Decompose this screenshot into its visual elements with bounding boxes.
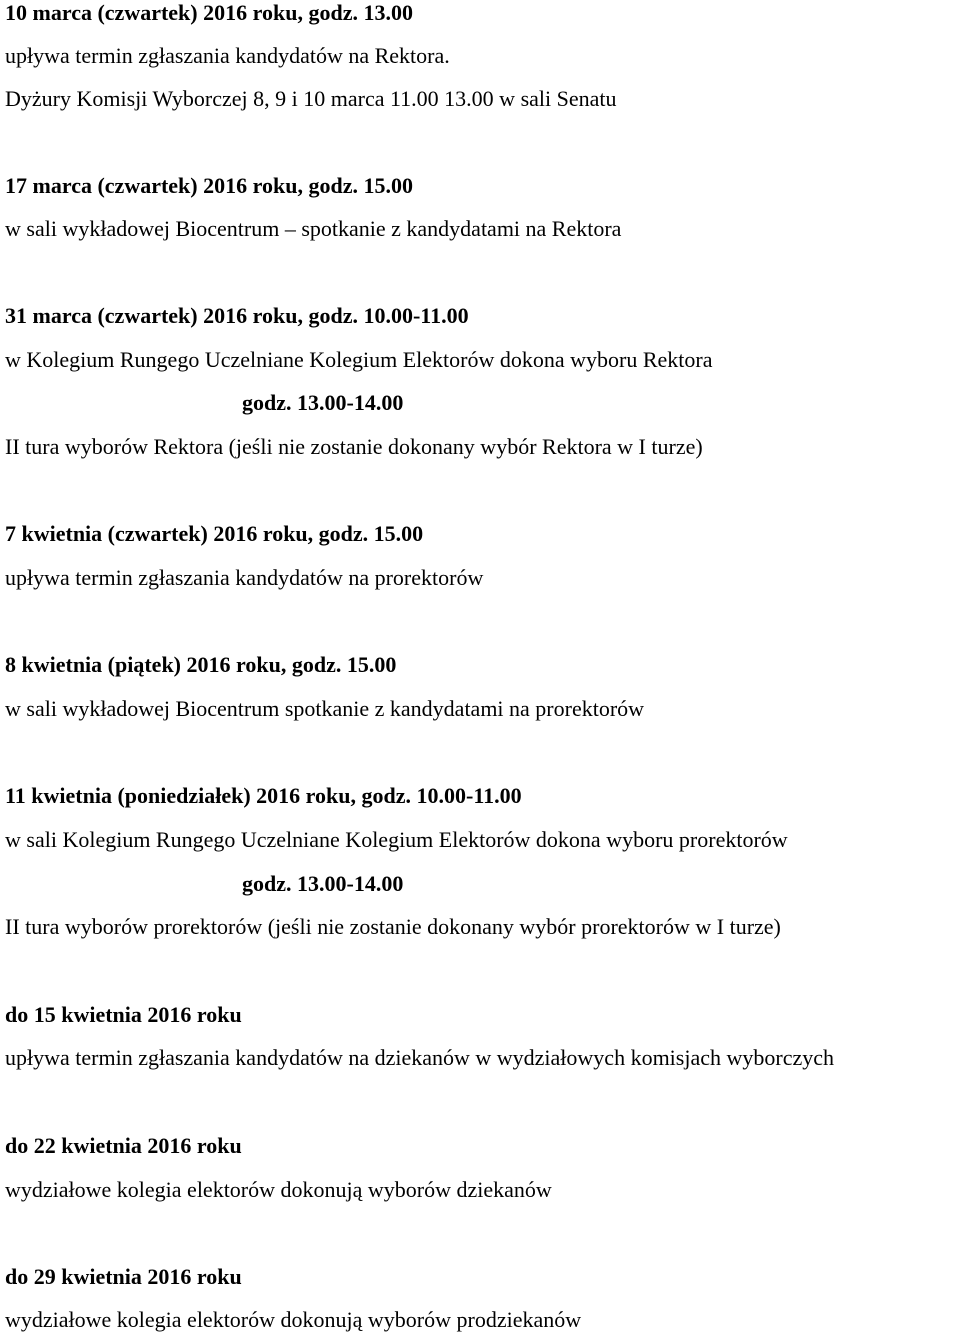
description-line: Dyżury Komisji Wyborczej 8, 9 i 10 marca 11.00 13.00 w sali Senatu	[5, 86, 617, 111]
description-line: upływa termin zgłaszania kandydatów na Rektora.	[5, 43, 450, 68]
description-line: w sali Kolegium Rungego Uczelniane Kolegium Elektorów dokona wyboru prorektorów	[5, 827, 788, 852]
date-heading: 7 kwietnia (czwartek) 2016 roku, godz. 15.00	[5, 521, 424, 546]
date-heading: 31 marca (czwartek) 2016 roku, godz. 10.00-11.00	[5, 303, 469, 328]
date-heading: 10 marca (czwartek) 2016 roku, godz. 13.00	[5, 0, 413, 25]
description-line: upływa termin zgłaszania kandydatów na dziekanów w wydziałowych komisjach wyborczych	[5, 1045, 835, 1070]
description-line: II tura wyborów Rektora (jeśli nie zostanie dokonany wybór Rektora w I turze)	[5, 434, 703, 459]
time-subheading: godz. 13.00-14.00	[242, 390, 404, 415]
description-line: w Kolegium Rungego Uczelniane Kolegium Elektorów dokona wyboru Rektora	[5, 347, 713, 372]
description-line: wydziałowe kolegia elektorów dokonują wyborów dziekanów	[5, 1177, 552, 1202]
description-line: upływa termin zgłaszania kandydatów na prorektorów	[5, 565, 484, 590]
description-line: II tura wyborów prorektorów (jeśli nie zostanie dokonany wybór prorektorów w I turze)	[5, 914, 781, 939]
time-subheading: godz. 13.00-14.00	[242, 871, 404, 896]
description-line: wydziałowe kolegia elektorów dokonują wyborów prodziekanów	[5, 1307, 582, 1332]
date-heading: 11 kwietnia (poniedziałek) 2016 roku, godz. 10.00-11.00	[5, 783, 522, 808]
date-heading: do 22 kwietnia 2016 roku	[5, 1133, 242, 1158]
date-heading: do 15 kwietnia 2016 roku	[5, 1002, 242, 1027]
description-line: w sali wykładowej Biocentrum – spotkanie z kandydatami na Rektora	[5, 216, 622, 241]
description-line: w sali wykładowej Biocentrum spotkanie z kandydatami na prorektorów	[5, 696, 645, 721]
date-heading: do 29 kwietnia 2016 roku	[5, 1264, 242, 1289]
date-heading: 8 kwietnia (piątek) 2016 roku, godz. 15.00	[5, 652, 397, 677]
date-heading: 17 marca (czwartek) 2016 roku, godz. 15.00	[5, 173, 413, 198]
